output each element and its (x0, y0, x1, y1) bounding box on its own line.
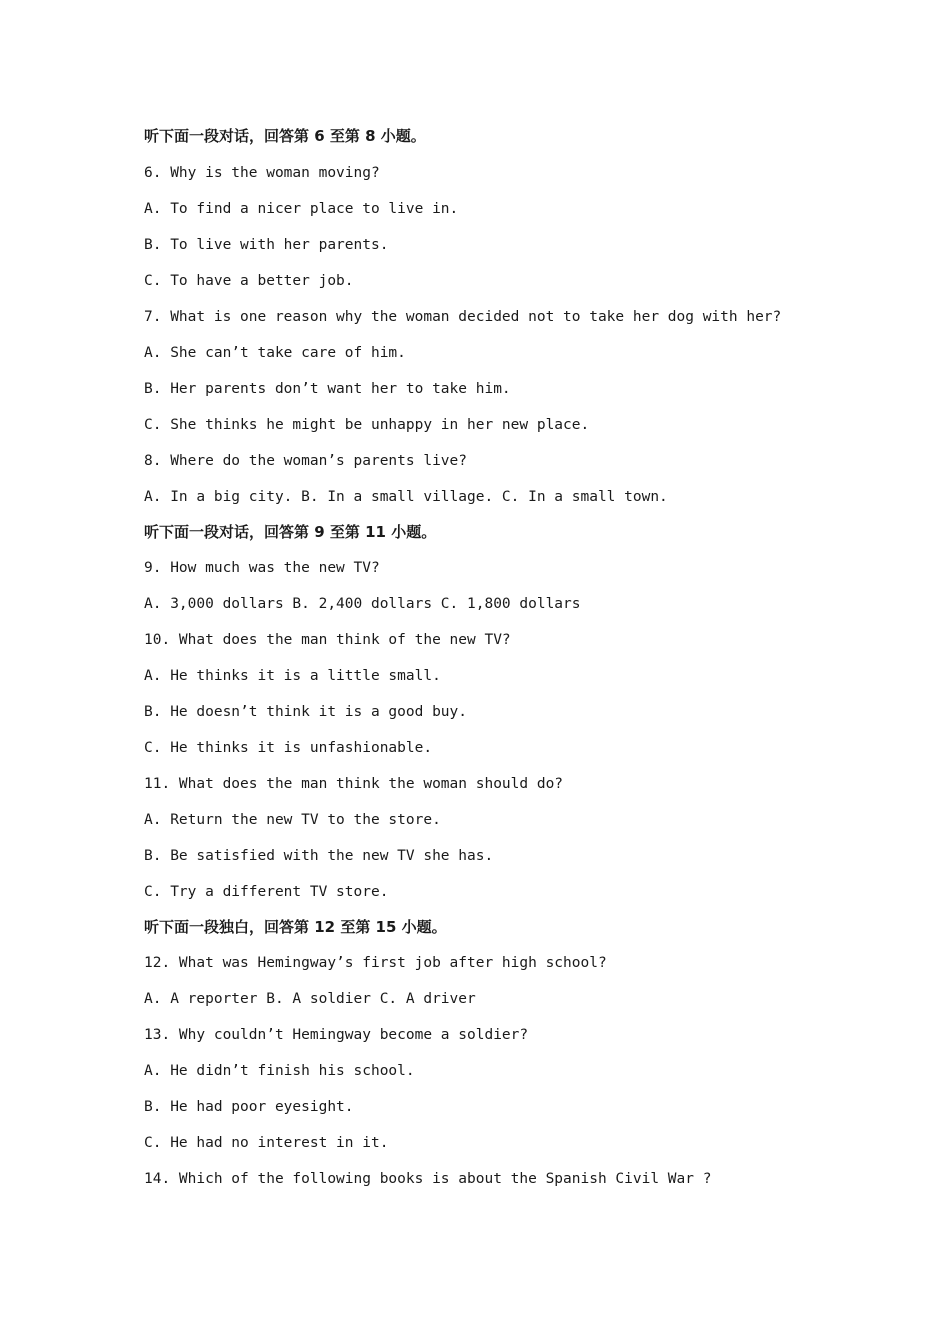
question-11: 11. What does the man think the woman should do? (144, 776, 564, 792)
options-8: A. In a big city. B. In a small village. C. In a small town. (144, 489, 668, 505)
question-13: 13. Why couldn’t Hemingway become a soldier? (144, 1027, 529, 1043)
option-13b: B. He had poor eyesight. (144, 1099, 354, 1115)
option-11c: C. Try a different TV store. (144, 884, 389, 900)
question-9: 9. How much was the new TV? (144, 560, 380, 576)
option-10b: B. He doesn’t think it is a good buy. (144, 704, 468, 720)
option-6b: B. To live with her parents. (144, 237, 389, 253)
option-11b: B. Be satisfied with the new TV she has. (144, 848, 494, 864)
option-13a: A. He didn’t finish his school. (144, 1063, 415, 1079)
question-7: 7. What is one reason why the woman decided not to take her dog with her? (144, 309, 782, 325)
option-7c: C. She thinks he might be unhappy in her new place. (144, 417, 590, 433)
option-10a: A. He thinks it is a little small. (144, 668, 441, 684)
option-7a: A. She can’t take care of him. (144, 345, 406, 361)
question-8: 8. Where do the woman’s parents live? (144, 453, 468, 469)
option-6a: A. To find a nicer place to live in. (144, 201, 459, 217)
option-7b: B. Her parents don’t want her to take him. (144, 381, 511, 397)
question-12: 12. What was Hemingway’s first job after high school? (144, 955, 607, 971)
option-10c: C. He thinks it is unfashionable. (144, 740, 433, 756)
option-13c: C. He had no interest in it. (144, 1135, 389, 1151)
section-heading-12-15: 听下面一段独白，回答第 12 至第 15 小题。 (144, 918, 447, 936)
option-11a: A. Return the new TV to the store. (144, 812, 441, 828)
question-14: 14. Which of the following books is about the Spanish Civil War ? (144, 1171, 712, 1187)
options-9: A. 3,000 dollars B. 2,400 dollars C. 1,800 dollars (144, 596, 581, 612)
question-6: 6. Why is the woman moving? (144, 165, 380, 181)
option-6c: C. To have a better job. (144, 273, 354, 289)
options-12: A. A reporter B. A soldier C. A driver (144, 991, 476, 1007)
section-heading-6-8: 听下面一段对话，回答第 6 至第 8 小题。 (144, 127, 426, 145)
section-heading-9-11: 听下面一段对话，回答第 9 至第 11 小题。 (144, 523, 437, 541)
question-10: 10. What does the man think of the new TV? (144, 632, 511, 648)
